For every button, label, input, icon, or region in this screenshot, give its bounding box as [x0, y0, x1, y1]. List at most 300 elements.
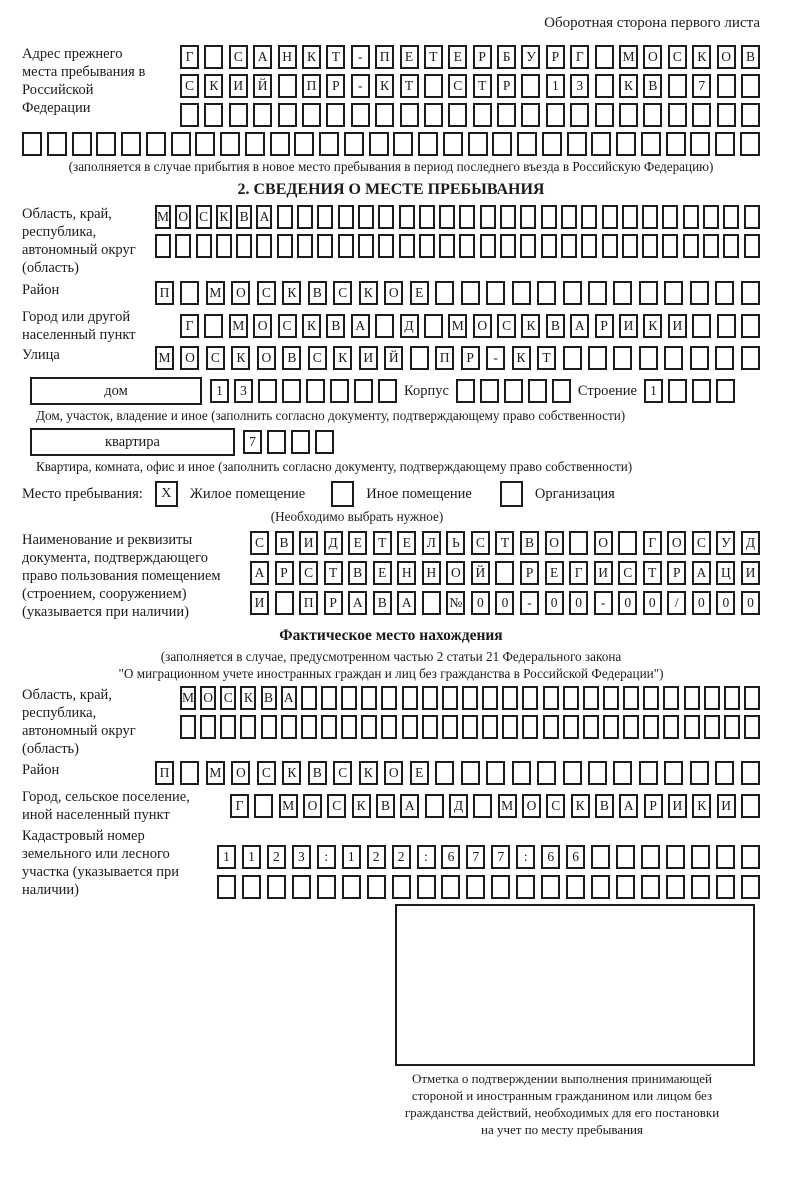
char-cell[interactable]: Л [422, 531, 441, 555]
char-cell[interactable] [666, 845, 685, 869]
char-cell[interactable] [410, 346, 429, 370]
char-cell[interactable]: А [256, 205, 272, 229]
char-cell[interactable] [741, 346, 760, 370]
oblast-line2[interactable] [155, 234, 760, 258]
char-cell[interactable] [204, 45, 223, 69]
char-cell[interactable]: Р [275, 561, 294, 585]
char-cell[interactable] [641, 875, 660, 899]
char-cell[interactable] [639, 346, 658, 370]
char-cell[interactable]: 7 [466, 845, 485, 869]
char-cell[interactable]: М [206, 281, 225, 305]
char-cell[interactable]: Д [449, 794, 468, 818]
char-cell[interactable] [668, 379, 687, 403]
char-cell[interactable] [684, 715, 700, 739]
char-cell[interactable] [473, 103, 492, 127]
char-cell[interactable]: Е [410, 281, 429, 305]
char-cell[interactable]: У [521, 45, 540, 69]
char-cell[interactable]: 2 [267, 845, 286, 869]
char-cell[interactable] [400, 103, 419, 127]
char-cell[interactable] [741, 74, 760, 98]
char-cell[interactable] [321, 686, 337, 710]
char-cell[interactable]: Т [400, 74, 419, 98]
char-cell[interactable]: О [473, 314, 492, 338]
char-cell[interactable]: Е [373, 561, 392, 585]
char-cell[interactable]: И [250, 591, 269, 615]
char-cell[interactable] [563, 761, 582, 785]
char-cell[interactable] [588, 761, 607, 785]
char-cell[interactable] [641, 132, 661, 156]
char-cell[interactable]: В [546, 314, 565, 338]
char-cell[interactable] [616, 845, 635, 869]
char-cell[interactable]: 3 [234, 379, 253, 403]
char-cell[interactable]: 2 [392, 845, 411, 869]
char-cell[interactable]: О [231, 281, 250, 305]
char-cell[interactable]: С [206, 346, 225, 370]
char-cell[interactable] [591, 845, 610, 869]
char-cell[interactable]: И [229, 74, 248, 98]
char-cell[interactable]: М [498, 794, 517, 818]
char-cell[interactable]: 0 [569, 591, 588, 615]
char-cell[interactable]: А [250, 561, 269, 585]
char-cell[interactable] [666, 875, 685, 899]
char-cell[interactable] [684, 686, 700, 710]
char-cell[interactable] [466, 875, 485, 899]
char-cell[interactable]: 1 [217, 845, 236, 869]
char-cell[interactable] [321, 715, 337, 739]
char-cell[interactable]: - [351, 45, 370, 69]
char-cell[interactable] [338, 234, 354, 258]
char-cell[interactable]: У [716, 531, 735, 555]
char-cell[interactable]: К [352, 794, 371, 818]
char-cell[interactable] [741, 761, 760, 785]
fact-oblast-line1[interactable] [180, 686, 760, 710]
char-cell[interactable] [461, 761, 480, 785]
char-cell[interactable] [399, 234, 415, 258]
char-cell[interactable]: К [692, 794, 711, 818]
char-cell[interactable]: 3 [570, 74, 589, 98]
char-cell[interactable]: О [180, 346, 199, 370]
char-cell[interactable] [666, 132, 686, 156]
char-cell[interactable] [424, 314, 443, 338]
char-cell[interactable]: К [302, 45, 321, 69]
char-cell[interactable]: А [348, 591, 367, 615]
char-cell[interactable]: И [619, 314, 638, 338]
doc-line1[interactable] [250, 531, 760, 555]
char-cell[interactable]: В [376, 794, 395, 818]
char-cell[interactable]: Р [473, 45, 492, 69]
char-cell[interactable] [291, 430, 310, 454]
char-cell[interactable]: С [448, 74, 467, 98]
char-cell[interactable] [302, 103, 321, 127]
char-cell[interactable]: В [348, 561, 367, 585]
char-cell[interactable]: О [384, 761, 403, 785]
char-cell[interactable] [744, 234, 760, 258]
char-cell[interactable] [522, 686, 538, 710]
kadastr-line1[interactable] [217, 845, 760, 869]
char-cell[interactable] [441, 875, 460, 899]
char-cell[interactable] [595, 103, 614, 127]
char-cell[interactable]: М [206, 761, 225, 785]
char-cell[interactable] [616, 875, 635, 899]
char-cell[interactable] [517, 132, 537, 156]
char-cell[interactable]: К [512, 346, 531, 370]
char-cell[interactable]: - [520, 591, 539, 615]
char-cell[interactable] [741, 794, 760, 818]
char-cell[interactable] [643, 686, 659, 710]
char-cell[interactable] [495, 561, 514, 585]
dom-cells[interactable] [210, 379, 397, 403]
char-cell[interactable] [180, 761, 199, 785]
prev-address-line2[interactable] [180, 74, 760, 98]
oblast-line1[interactable] [155, 205, 760, 229]
char-cell[interactable] [155, 234, 171, 258]
char-cell[interactable] [361, 686, 377, 710]
char-cell[interactable]: Т [424, 45, 443, 69]
char-cell[interactable] [381, 715, 397, 739]
char-cell[interactable] [402, 715, 418, 739]
char-cell[interactable]: О [594, 531, 613, 555]
char-cell[interactable] [171, 132, 191, 156]
char-cell[interactable] [419, 205, 435, 229]
char-cell[interactable] [566, 875, 585, 899]
char-cell[interactable]: - [594, 591, 613, 615]
char-cell[interactable]: К [204, 74, 223, 98]
char-cell[interactable] [595, 45, 614, 69]
gorod-line[interactable] [180, 314, 760, 338]
raion-line[interactable] [155, 281, 760, 305]
char-cell[interactable]: К [231, 346, 250, 370]
char-cell[interactable] [47, 132, 67, 156]
char-cell[interactable] [741, 314, 760, 338]
char-cell[interactable] [623, 715, 639, 739]
char-cell[interactable] [424, 74, 443, 98]
char-cell[interactable] [641, 845, 660, 869]
char-cell[interactable]: Р [644, 794, 663, 818]
char-cell[interactable]: - [351, 74, 370, 98]
char-cell[interactable] [378, 234, 394, 258]
char-cell[interactable] [603, 686, 619, 710]
char-cell[interactable] [528, 379, 547, 403]
char-cell[interactable] [561, 234, 577, 258]
char-cell[interactable]: 1 [210, 379, 229, 403]
char-cell[interactable]: В [308, 281, 327, 305]
char-cell[interactable]: : [417, 845, 436, 869]
char-cell[interactable]: Р [520, 561, 539, 585]
char-cell[interactable] [402, 686, 418, 710]
char-cell[interactable]: Е [448, 45, 467, 69]
char-cell[interactable] [256, 234, 272, 258]
char-cell[interactable]: С [546, 794, 565, 818]
char-cell[interactable]: И [359, 346, 378, 370]
char-cell[interactable] [361, 715, 377, 739]
char-cell[interactable] [461, 281, 480, 305]
char-cell[interactable]: Д [400, 314, 419, 338]
char-cell[interactable]: Р [324, 591, 343, 615]
char-cell[interactable]: П [299, 591, 318, 615]
char-cell[interactable]: М [279, 794, 298, 818]
char-cell[interactable] [220, 132, 240, 156]
char-cell[interactable] [692, 379, 711, 403]
char-cell[interactable] [691, 845, 710, 869]
ulitsa-line[interactable] [155, 346, 760, 370]
char-cell[interactable] [502, 686, 518, 710]
char-cell[interactable]: С [327, 794, 346, 818]
char-cell[interactable]: М [155, 205, 171, 229]
char-cell[interactable] [72, 132, 92, 156]
char-cell[interactable] [417, 875, 436, 899]
char-cell[interactable] [662, 205, 678, 229]
char-cell[interactable] [326, 103, 345, 127]
char-cell[interactable]: Р [595, 314, 614, 338]
char-cell[interactable] [691, 875, 710, 899]
char-cell[interactable]: С [220, 686, 236, 710]
char-cell[interactable] [486, 281, 505, 305]
char-cell[interactable] [217, 875, 236, 899]
char-cell[interactable]: С [278, 314, 297, 338]
char-cell[interactable]: А [400, 794, 419, 818]
char-cell[interactable]: Р [546, 45, 565, 69]
char-cell[interactable] [196, 234, 212, 258]
char-cell[interactable] [439, 234, 455, 258]
char-cell[interactable] [358, 234, 374, 258]
char-cell[interactable] [439, 205, 455, 229]
char-cell[interactable]: Г [643, 531, 662, 555]
char-cell[interactable] [418, 132, 438, 156]
char-cell[interactable]: Г [180, 45, 199, 69]
char-cell[interactable] [175, 234, 191, 258]
mesto-checkbox-inoe[interactable] [331, 481, 354, 507]
char-cell[interactable] [121, 132, 141, 156]
char-cell[interactable]: Т [326, 45, 345, 69]
char-cell[interactable] [537, 281, 556, 305]
char-cell[interactable] [422, 591, 441, 615]
char-cell[interactable]: Е [400, 45, 419, 69]
char-cell[interactable] [344, 132, 364, 156]
char-cell[interactable]: В [236, 205, 252, 229]
char-cell[interactable] [512, 281, 531, 305]
char-cell[interactable]: С [333, 761, 352, 785]
char-cell[interactable] [482, 686, 498, 710]
char-cell[interactable] [716, 845, 735, 869]
char-cell[interactable] [351, 103, 370, 127]
char-cell[interactable] [639, 281, 658, 305]
char-cell[interactable]: 6 [441, 845, 460, 869]
char-cell[interactable]: : [317, 845, 336, 869]
char-cell[interactable] [690, 346, 709, 370]
char-cell[interactable] [724, 686, 740, 710]
char-cell[interactable] [236, 234, 252, 258]
char-cell[interactable] [581, 205, 597, 229]
kadastr-line2[interactable] [217, 875, 760, 899]
char-cell[interactable] [704, 686, 720, 710]
char-cell[interactable]: 0 [618, 591, 637, 615]
char-cell[interactable]: Г [569, 561, 588, 585]
char-cell[interactable] [543, 686, 559, 710]
char-cell[interactable] [643, 103, 662, 127]
char-cell[interactable] [267, 430, 286, 454]
char-cell[interactable]: И [299, 531, 318, 555]
char-cell[interactable] [317, 205, 333, 229]
char-cell[interactable]: Г [570, 45, 589, 69]
char-cell[interactable]: С [497, 314, 516, 338]
char-cell[interactable] [613, 346, 632, 370]
char-cell[interactable] [664, 761, 683, 785]
char-cell[interactable]: М [155, 346, 174, 370]
char-cell[interactable] [668, 74, 687, 98]
char-cell[interactable]: С [257, 761, 276, 785]
korpus-cells[interactable] [456, 379, 571, 403]
char-cell[interactable] [717, 74, 736, 98]
char-cell[interactable] [602, 205, 618, 229]
char-cell[interactable]: 3 [292, 845, 311, 869]
char-cell[interactable] [692, 103, 711, 127]
char-cell[interactable] [393, 132, 413, 156]
char-cell[interactable] [583, 715, 599, 739]
char-cell[interactable] [570, 103, 589, 127]
char-cell[interactable] [425, 794, 444, 818]
char-cell[interactable] [277, 205, 293, 229]
char-cell[interactable]: 0 [545, 591, 564, 615]
char-cell[interactable] [200, 715, 216, 739]
char-cell[interactable]: П [155, 761, 174, 785]
char-cell[interactable] [583, 686, 599, 710]
char-cell[interactable]: И [668, 314, 687, 338]
char-cell[interactable] [204, 314, 223, 338]
char-cell[interactable] [716, 875, 735, 899]
char-cell[interactable] [512, 761, 531, 785]
char-cell[interactable] [543, 715, 559, 739]
char-cell[interactable] [552, 379, 571, 403]
char-cell[interactable]: Й [471, 561, 490, 585]
char-cell[interactable] [542, 132, 562, 156]
char-cell[interactable] [563, 281, 582, 305]
char-cell[interactable]: В [326, 314, 345, 338]
char-cell[interactable]: 2 [367, 845, 386, 869]
char-cell[interactable] [338, 205, 354, 229]
char-cell[interactable] [744, 205, 760, 229]
char-cell[interactable]: Н [278, 45, 297, 69]
char-cell[interactable]: Р [497, 74, 516, 98]
char-cell[interactable]: И [717, 794, 736, 818]
mesto-checkbox-org[interactable] [500, 481, 523, 507]
char-cell[interactable] [613, 761, 632, 785]
char-cell[interactable] [740, 132, 760, 156]
char-cell[interactable]: О [257, 346, 276, 370]
char-cell[interactable]: 1 [644, 379, 663, 403]
char-cell[interactable] [588, 281, 607, 305]
char-cell[interactable] [392, 875, 411, 899]
char-cell[interactable] [242, 875, 261, 899]
char-cell[interactable]: О [545, 531, 564, 555]
char-cell[interactable] [664, 346, 683, 370]
char-cell[interactable] [639, 761, 658, 785]
char-cell[interactable] [480, 234, 496, 258]
char-cell[interactable] [278, 103, 297, 127]
char-cell[interactable]: 7 [491, 845, 510, 869]
char-cell[interactable] [546, 103, 565, 127]
char-cell[interactable] [480, 205, 496, 229]
char-cell[interactable] [715, 761, 734, 785]
char-cell[interactable] [492, 132, 512, 156]
char-cell[interactable] [258, 379, 277, 403]
char-cell[interactable] [744, 715, 760, 739]
char-cell[interactable] [541, 234, 557, 258]
char-cell[interactable] [622, 205, 638, 229]
char-cell[interactable]: А [619, 794, 638, 818]
char-cell[interactable]: А [351, 314, 370, 338]
kvartira-cells[interactable] [243, 430, 334, 454]
char-cell[interactable] [486, 761, 505, 785]
char-cell[interactable] [603, 715, 619, 739]
char-cell[interactable] [500, 234, 516, 258]
char-cell[interactable]: Е [410, 761, 429, 785]
char-cell[interactable]: 6 [566, 845, 585, 869]
char-cell[interactable]: М [619, 45, 638, 69]
char-cell[interactable] [662, 234, 678, 258]
char-cell[interactable] [591, 875, 610, 899]
char-cell[interactable] [422, 715, 438, 739]
char-cell[interactable] [378, 379, 397, 403]
char-cell[interactable]: К [359, 281, 378, 305]
char-cell[interactable] [618, 531, 637, 555]
char-cell[interactable] [744, 686, 760, 710]
char-cell[interactable]: № [446, 591, 465, 615]
char-cell[interactable] [443, 132, 463, 156]
char-cell[interactable]: В [308, 761, 327, 785]
char-cell[interactable] [588, 346, 607, 370]
char-cell[interactable]: К [216, 205, 232, 229]
char-cell[interactable] [692, 314, 711, 338]
char-cell[interactable]: О [717, 45, 736, 69]
char-cell[interactable] [491, 875, 510, 899]
char-cell[interactable]: С [180, 74, 199, 98]
char-cell[interactable] [456, 379, 475, 403]
char-cell[interactable] [297, 205, 313, 229]
char-cell[interactable]: О [667, 531, 686, 555]
char-cell[interactable]: 0 [741, 591, 760, 615]
char-cell[interactable]: П [375, 45, 394, 69]
char-cell[interactable]: А [570, 314, 589, 338]
char-cell[interactable] [317, 234, 333, 258]
char-cell[interactable] [613, 281, 632, 305]
char-cell[interactable] [473, 794, 492, 818]
char-cell[interactable]: В [373, 591, 392, 615]
char-cell[interactable]: В [741, 45, 760, 69]
char-cell[interactable] [306, 379, 325, 403]
char-cell[interactable] [516, 875, 535, 899]
char-cell[interactable]: Й [384, 346, 403, 370]
char-cell[interactable] [541, 875, 560, 899]
char-cell[interactable]: Д [324, 531, 343, 555]
char-cell[interactable] [435, 761, 454, 785]
char-cell[interactable]: А [692, 561, 711, 585]
char-cell[interactable] [375, 103, 394, 127]
char-cell[interactable] [724, 715, 740, 739]
char-cell[interactable] [642, 205, 658, 229]
char-cell[interactable] [468, 132, 488, 156]
char-cell[interactable]: Н [397, 561, 416, 585]
char-cell[interactable] [520, 205, 536, 229]
char-cell[interactable] [521, 103, 540, 127]
char-cell[interactable] [482, 715, 498, 739]
char-cell[interactable] [690, 761, 709, 785]
fact-raion-line[interactable] [155, 761, 760, 785]
char-cell[interactable]: Е [348, 531, 367, 555]
prev-address-line1[interactable] [180, 45, 760, 69]
char-cell[interactable] [537, 761, 556, 785]
char-cell[interactable]: В [282, 346, 301, 370]
char-cell[interactable]: К [619, 74, 638, 98]
